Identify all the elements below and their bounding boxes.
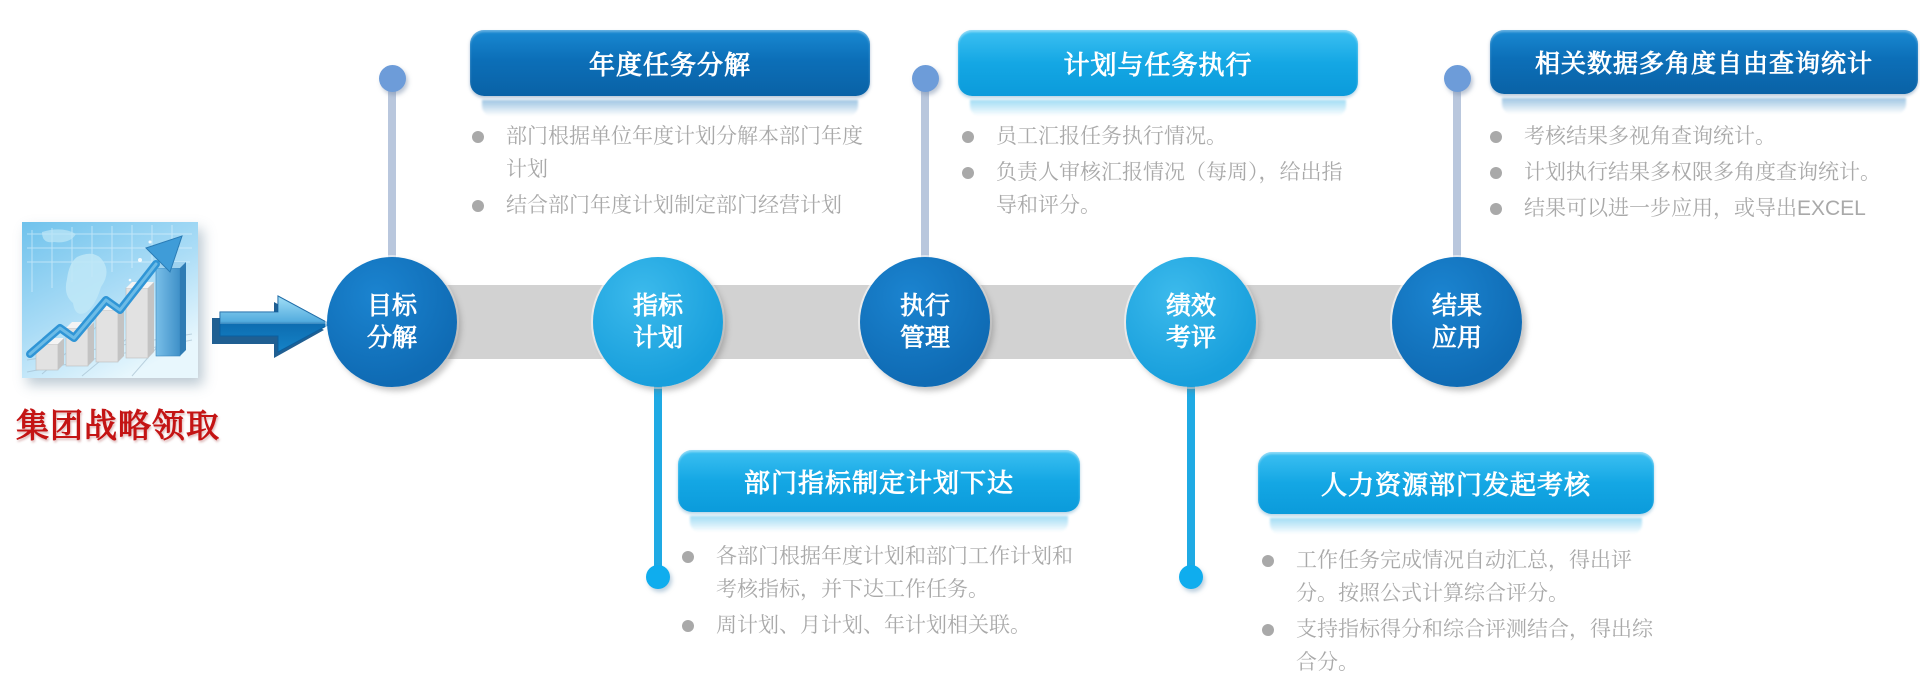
stage-circle-goal-decompose bbox=[327, 257, 457, 387]
stage-label-line2: 应用 bbox=[1431, 324, 1482, 352]
bullet-list-query-stats bbox=[1486, 120, 1920, 228]
bullet-item: 计划执行结果多权限多角度查询统计。 bbox=[1486, 156, 1920, 189]
bullet-item: 周计划、月计划、年计划相关联。 bbox=[678, 609, 1092, 642]
reflection bbox=[690, 516, 1068, 532]
bullet-item: 各部门根据年度计划和部门工作计划和考核指标，并下达工作任务。 bbox=[678, 540, 1092, 606]
bullet-item: 支持指标得分和综合评测结合，得出综合分。 bbox=[1258, 613, 1668, 679]
stage-circle-indicator-plan bbox=[593, 257, 723, 387]
connector-stem-up-5 bbox=[1453, 88, 1461, 266]
bullet-list-hr-assessment bbox=[1258, 544, 1668, 682]
reflection bbox=[1502, 98, 1906, 114]
callout-title-annual-task: 年度任务分解 bbox=[470, 30, 870, 96]
connector-dot-bottom-4 bbox=[1179, 565, 1203, 589]
bullet-item: 结果可以进一步应用，或导出EXCEL bbox=[1486, 192, 1920, 225]
connector-dot-top-1 bbox=[379, 65, 406, 92]
stage-circle-performance-review bbox=[1126, 257, 1256, 387]
callout-title-hr-assessment: 人力资源部门发起考核 bbox=[1258, 452, 1654, 514]
callout-title-query-stats: 相关数据多角度自由查询统计 bbox=[1490, 30, 1918, 94]
stage-label-line1: 目标 bbox=[366, 292, 417, 320]
callout-title-dept-indicator: 部门指标制定计划下达 bbox=[678, 450, 1080, 512]
stage-label-line1: 执行 bbox=[899, 292, 950, 320]
connector-stem-up-1 bbox=[388, 88, 396, 266]
flow-arrow-icon bbox=[212, 288, 334, 360]
stage-label-line1: 绩效 bbox=[1165, 292, 1216, 320]
bullet-item: 工作任务完成情况自动汇总，得出评分。按照公式计算综合评分。 bbox=[1258, 544, 1668, 610]
strategy-chart-image bbox=[22, 222, 198, 378]
stage-label-line1: 指标 bbox=[632, 292, 683, 320]
connector-stem-up-3 bbox=[921, 88, 929, 266]
bullet-list-annual-task bbox=[468, 120, 876, 225]
stage-circle-execution-manage bbox=[860, 257, 990, 387]
source-caption: 集团战略领取 bbox=[16, 407, 220, 444]
bullet-list-dept-indicator bbox=[678, 540, 1092, 645]
bullet-item: 部门根据单位年度计划分解本部门年度计划 bbox=[468, 120, 876, 186]
stage-circle-result-apply bbox=[1392, 257, 1522, 387]
callout-title-plan-task-exec: 计划与任务执行 bbox=[958, 30, 1358, 96]
reflection bbox=[1270, 518, 1642, 534]
connector-dot-bottom-2 bbox=[646, 565, 670, 589]
reflection bbox=[970, 100, 1346, 116]
stage-label-line2: 分解 bbox=[366, 324, 417, 352]
connector-dot-top-5 bbox=[1444, 65, 1471, 92]
connector-stem-down-2 bbox=[654, 382, 662, 574]
stage-label-line1: 结果 bbox=[1431, 292, 1482, 320]
stage-label-line2: 计划 bbox=[632, 324, 683, 352]
bullet-item: 负责人审核汇报情况（每周），给出指导和评分。 bbox=[958, 156, 1362, 222]
connector-stem-down-4 bbox=[1187, 382, 1195, 574]
stage-label-line2: 考评 bbox=[1165, 324, 1216, 352]
bullet-list-plan-task-exec bbox=[958, 120, 1362, 225]
reflection bbox=[482, 100, 858, 116]
bullet-item: 考核结果多视角查询统计。 bbox=[1486, 120, 1920, 153]
bullet-item: 员工汇报任务执行情况。 bbox=[958, 120, 1362, 153]
stage-label-line2: 管理 bbox=[899, 324, 950, 352]
connector-dot-top-3 bbox=[912, 65, 939, 92]
bullet-item: 结合部门年度计划制定部门经营计划 bbox=[468, 189, 876, 222]
